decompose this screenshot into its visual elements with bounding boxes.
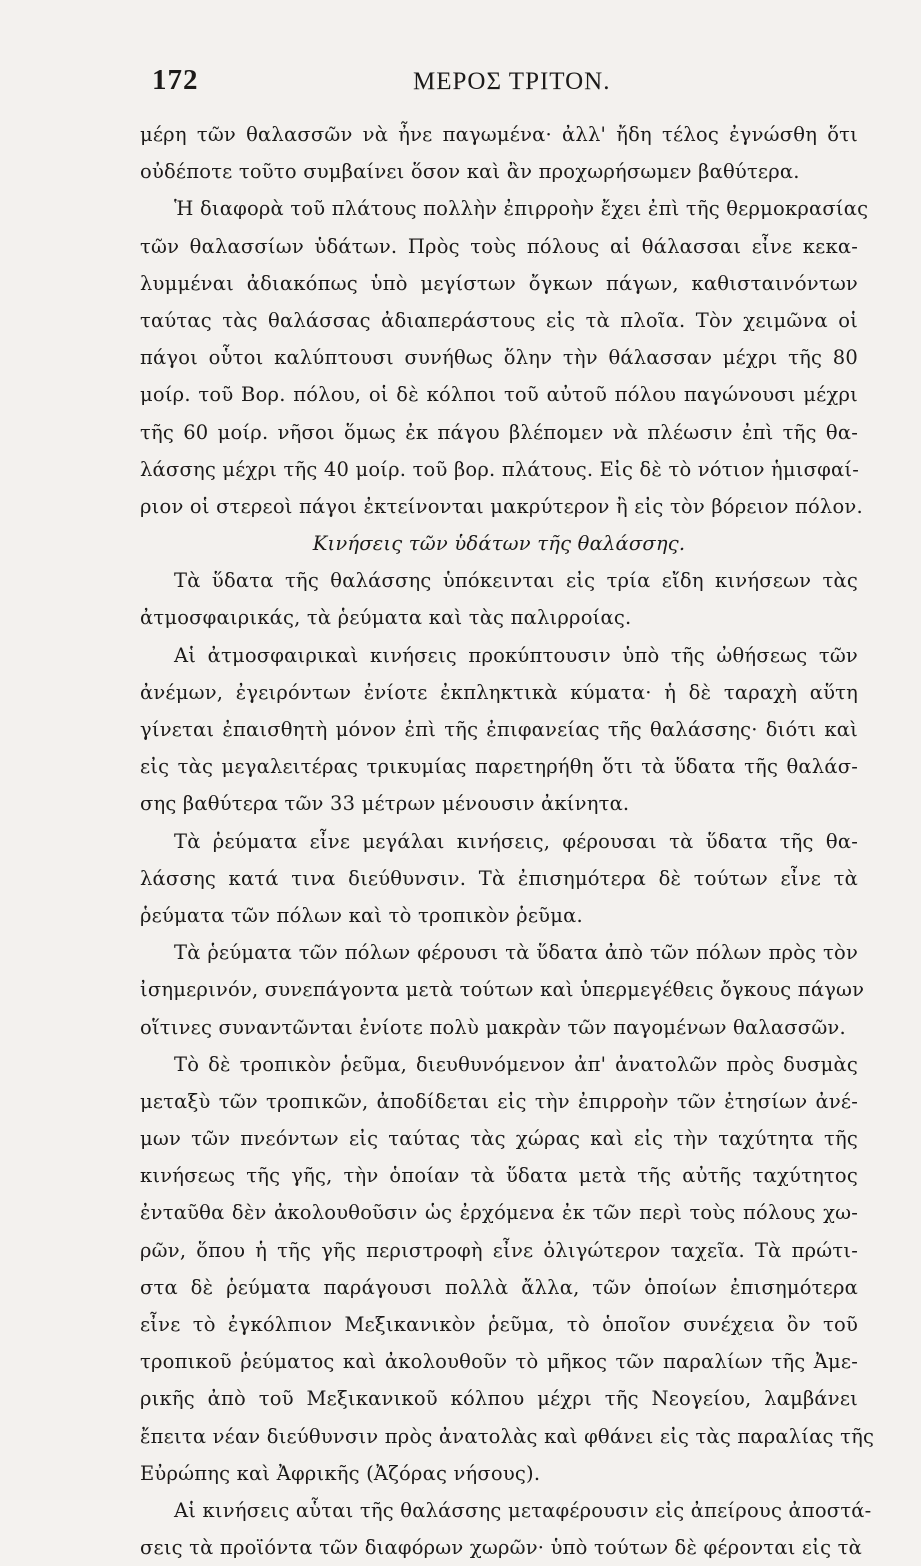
text-line: σης βαθύτερα τῶν 33 μέτρων μένουσιν ἀκίνητα. xyxy=(140,792,630,816)
running-title: ΜΕΡΟΣ ΤΡΙΤΟΝ. xyxy=(413,68,611,95)
text-line: εἶνε τὸ ἐγκόλπιον Μεξικανικὸν ῥεῦμα, τὸ ὁποῖον συνέχεια ὂν τοῦ xyxy=(140,1313,858,1336)
text-line: ἀνέμων, ἐγειρόντων ἐνίοτε ἐκπληκτικὰ κύματα· ἡ δὲ ταραχὴ αὕτη xyxy=(140,680,858,704)
text-line: γίνεται ἐπαισθητὴ μόνον ἐπὶ τῆς ἐπιφανείας τῆς θαλάσσης· διότι καὶ xyxy=(140,718,858,741)
text-line: μέρη τῶν θαλασσῶν νὰ ἦνε παγωμένα· ἀλλ' ἤδη τέλος ἐγνώσθη ὅτι xyxy=(140,123,858,146)
text-line: λάσσης μέχρι τῆς 40 μοίρ. τοῦ βορ. πλάτους. Εἰς δὲ τὸ νότιον ἡμισφαί- xyxy=(140,457,859,481)
section-heading: Κινήσεις τῶν ὑδάτων τῆς θαλάσσης. xyxy=(312,532,686,556)
text-line: Τὰ ῥεύματα εἶνε μεγάλαι κινήσεις, φέρουσαι τὰ ὕδατα τῆς θα- xyxy=(174,829,858,853)
text-line: σεις τὰ προϊόντα τῶν διαφόρων χωρῶν· ὑπὸ τούτων δὲ φέρονται εἰς τὰ xyxy=(140,1536,862,1560)
text-line: οὐδέποτε τοῦτο συμβαίνει ὅσον καὶ ἂν προχωρήσωμεν βαθύτερα. xyxy=(140,160,800,184)
text-line: μοίρ. τοῦ Βορ. πόλου, οἱ δὲ κόλποι τοῦ αὐτοῦ πόλου παγώνουσι μέχρι xyxy=(140,383,858,407)
text-line: Τὸ δὲ τροπικὸν ῥεῦμα, διευθυνόμενον ἀπ' ἀνατολῶν πρὸς δυσμὰς xyxy=(174,1052,858,1076)
page-header xyxy=(148,62,858,102)
text-line: τῆς 60 μοίρ. νῆσοι ὅμως ἐκ πάγου βλέπομεν νὰ πλέωσιν ἐπὶ τῆς θα- xyxy=(140,420,858,444)
text-line: τροπικοῦ ῥεύματος καὶ ἀκολουθοῦν τὸ μῆκος τῶν παραλίων τῆς Ἀμε- xyxy=(140,1350,858,1374)
text-line: κινήσεως τῆς γῆς, τὴν ὁποίαν τὰ ὕδατα μετὰ τῆς αὐτῆς ταχύτητος xyxy=(140,1164,858,1188)
body-text xyxy=(140,116,875,1566)
text-line: Ἡ διαφορὰ τοῦ πλάτους πολλὴν ἐπιρροὴν ἔχει ἐπὶ τῆς θερμοκρασίας xyxy=(174,197,869,221)
text-line: ριον οἱ στερεοὶ πάγοι ἐκτείνονται μακρύτερον ἢ εἰς τὸν βόρειον πόλον. xyxy=(140,494,863,518)
text-line: Τὰ ὕδατα τῆς θαλάσσης ὑπόκεινται εἰς τρία εἴδη κινήσεων τὰς xyxy=(174,569,858,593)
text-line: ῥεύματα τῶν πόλων καὶ τὸ τροπικὸν ῥεῦμα. xyxy=(140,903,583,927)
text-line: λυμμέναι ἀδιακόπως ὑπὸ μεγίστων ὄγκων πάγων, καθισταινόντων xyxy=(140,271,858,295)
text-line: ρῶν, ὅπου ἡ τῆς γῆς περιστροφὴ εἶνε ὀλιγώτερον ταχεῖα. Τὰ πρώτι- xyxy=(140,1238,858,1262)
text-line: οἵτινες συναντῶνται ἐνίοτε πολὺ μακρὰν τῶν παγομένων θαλασσῶν. xyxy=(140,1015,846,1039)
text-line: μων τῶν πνεόντων εἰς ταύτας τὰς χώρας καὶ εἰς τὴν ταχύτητα τῆς xyxy=(140,1127,858,1151)
text-line: πάγοι οὗτοι καλύπτουσι συνήθως ὅλην τὴν θάλασσαν μέχρι τῆς 80 xyxy=(140,346,858,370)
text-line: ἔπειτα νέαν διεύθυνσιν πρὸς ἀνατολὰς καὶ φθάνει εἰς τὰς παραλίας τῆς xyxy=(140,1424,875,1448)
text-line: λάσσης κατά τινα διεύθυνσιν. Τὰ ἐπισημότερα δὲ τούτων εἶνε τὰ xyxy=(140,866,858,890)
text-line: ἰσημερινόν, συνεπάγοντα μετὰ τούτων καὶ ὑπερμεγέθεις ὄγκους πάγων xyxy=(140,978,865,1002)
page-number: 172 xyxy=(152,64,199,96)
text-line: στα δὲ ῥεύματα παράγουσι πολλὰ ἄλλα, τῶν ὁποίων ἐπισημότερα xyxy=(140,1275,858,1299)
text-line: ταύτας τὰς θαλάσσας ἀδιαπεράστους εἰς τὰ πλοῖα. Τὸν χειμῶνα οἱ xyxy=(140,308,858,332)
text-line: τῶν θαλασσίων ὑδάτων. Πρὸς τοὺς πόλους αἱ θάλασσαι εἶνε κεκα- xyxy=(140,234,858,258)
text-line: εἰς τὰς μεγαλειτέρας τρικυμίας παρετηρήθη ὅτι τὰ ὕδατα τῆς θαλάσ- xyxy=(140,755,858,779)
text-line: Εὐρώπης καὶ Ἀφρικῆς (Ἀζόρας νήσους). xyxy=(140,1461,541,1485)
text-line: μεταξὺ τῶν τροπικῶν, ἀποδίδεται εἰς τὴν ἐπιρροὴν τῶν ἐτησίων ἀνέ- xyxy=(140,1089,858,1113)
text-line: ἐνταῦθα δὲν ἀκολουθοῦσιν ὡς ἐρχόμενα ἐκ τῶν περὶ τοὺς πόλους χω- xyxy=(140,1201,858,1225)
text-line: Αἱ ἀτμοσφαιρικαὶ κινήσεις προκύπτουσιν ὑπὸ τῆς ὠθήσεως τῶν xyxy=(174,643,858,667)
text-line: ἀτμοσφαιρικάς, τὰ ῥεύματα καὶ τὰς παλιρροίας. xyxy=(140,606,632,630)
text-line: Αἱ κινήσεις αὗται τῆς θαλάσσης μεταφέρουσιν εἰς ἀπείρους ἀποστά- xyxy=(174,1498,872,1522)
text-line: Τὰ ῥεύματα τῶν πόλων φέρουσι τὰ ὕδατα ἀπὸ τῶν πόλων πρὸς τὸν xyxy=(174,941,858,965)
text-line: ρικῆς ἀπὸ τοῦ Μεξικανικοῦ κόλπου μέχρι τῆς Νεογείου, λαμβάνει xyxy=(140,1387,858,1411)
